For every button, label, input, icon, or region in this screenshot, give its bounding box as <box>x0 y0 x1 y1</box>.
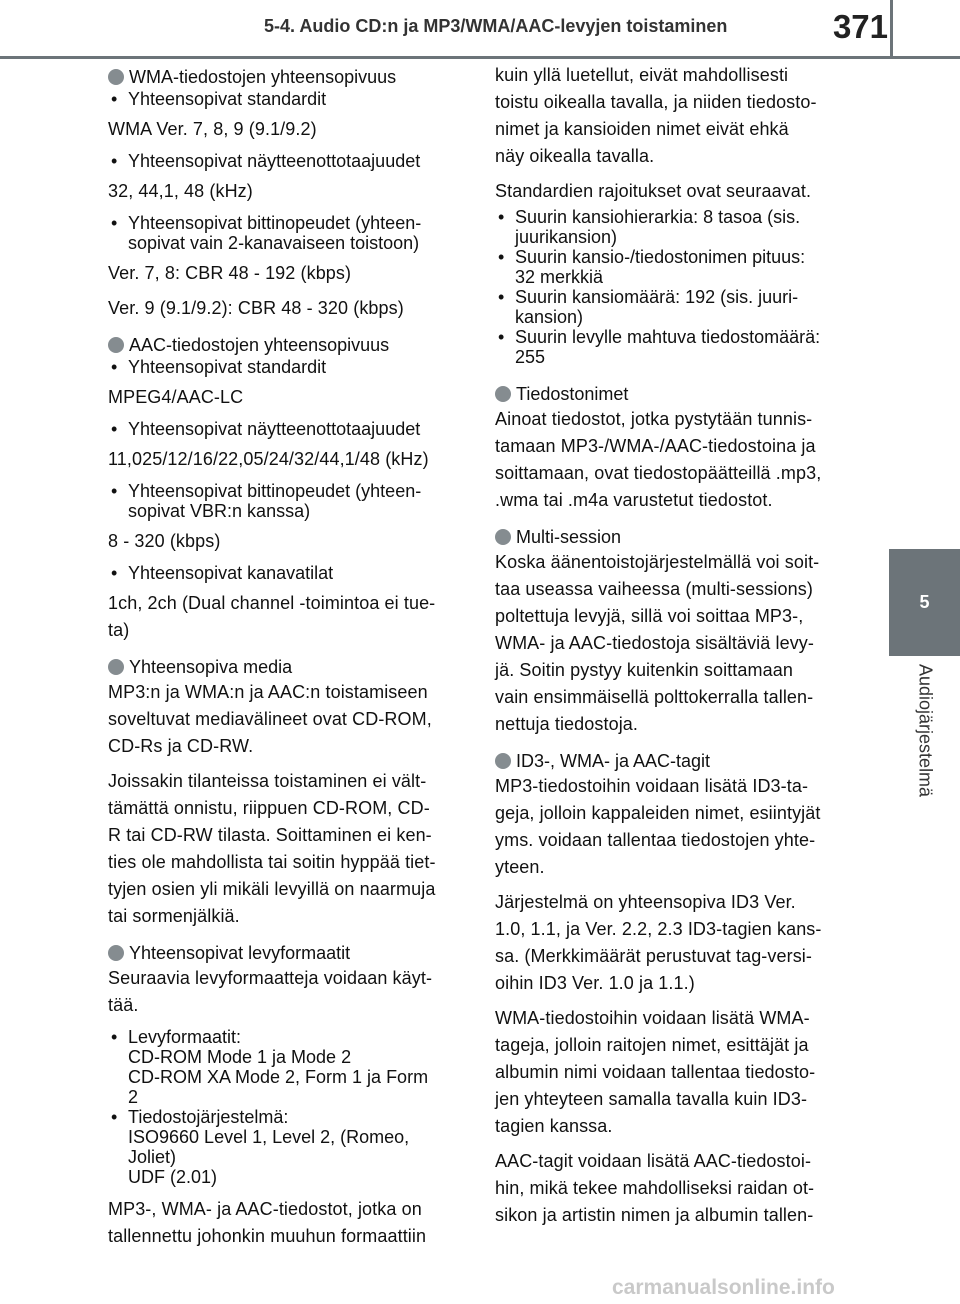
bullet-dot-icon <box>108 337 124 353</box>
section-heading: Yhteensopiva media <box>108 656 466 678</box>
value-line: 1ch, 2ch (Dual channel -toimintoa ei tue- ta) <box>108 593 436 640</box>
section-heading: Multi-session <box>495 526 853 548</box>
header-rule <box>0 56 960 59</box>
bullet-dot-icon <box>495 529 511 545</box>
section-heading: Tiedostonimet <box>495 383 853 405</box>
chapter-tab-number: 5 <box>889 549 960 656</box>
bullet-dot-icon <box>108 945 124 961</box>
list-item: • Yhteensopivat näytteenottotaajuudet <box>111 151 421 171</box>
bullet-dot-icon <box>495 386 511 402</box>
value-line: 8 - 320 (kbps) <box>108 531 221 551</box>
list-item: • Yhteensopivat kanavatilat <box>111 563 334 583</box>
list-item: • Suurin kansio-/tiedostonimen pituus: 32 merkkiä <box>498 247 806 287</box>
bullet-dot-icon <box>495 753 511 769</box>
paragraph: Ainoat tiedostot, jotka pystytään tunnis- tamaan MP3-/WMA-/AAC-tiedostoina ja soittamaan, ovat tiedostopäätteillä .mp3, .wma tai .m4a varustetut tiedostot. <box>495 409 822 510</box>
paragraph: Standardien rajoitukset ovat seuraavat. <box>495 181 812 201</box>
paragraph: kuin yllä luetellut, eivät mahdollisesti toistu oikealla tavalla, ja niiden tiedosto- nimet ja kansioiden nimet eivät ehkä näy oikealla tavalla. <box>495 65 817 166</box>
chapter-tab-label: Audiojärjestelmä <box>915 664 935 798</box>
list-item: • Yhteensopivat bittinopeudet (yhteen- sopivat vain 2-kanavaiseen toistoon) <box>111 213 422 253</box>
value-line: Ver. 9 (9.1/9.2): CBR 48 - 320 (kbps) <box>108 298 404 318</box>
list-item: • Yhteensopivat standardit <box>111 357 327 377</box>
paragraph: Koska äänentoistojärjestelmällä voi soit- taa useassa vaiheessa (multi-sessions) poltettuja levyjä, sillä voi soittaa MP3-, WMA- ja AAC-tiedostoja sisältäviä levy- jä. Soitin pystyy kuitenkin soittamaan vain ensimmäisellä polttokerralla tallen- nettuja tiedostoja. <box>495 552 820 734</box>
bullet-dot-icon <box>108 659 124 675</box>
paragraph: Joissakin tilanteissa toistaminen ei vält- tämättä onnistu, riippuen CD-ROM, CD- R tai CD-RW tilasta. Soittaminen ei ken- ties ole mahdollista tai soitin hyppää tiet- tyjen osien yli mikäli levyillä on naarmuja tai sormenjälkiä. <box>108 771 436 926</box>
paragraph: MP3:n ja WMA:n ja AAC:n toistamiseen soveltuvat mediavälineet ovat CD-ROM, CD-Rs ja CD-RW. <box>108 682 432 756</box>
chapter-tab <box>889 664 960 864</box>
list-item: • Yhteensopivat näytteenottotaajuudet <box>111 419 421 439</box>
left-column <box>108 66 466 1258</box>
paragraph: Järjestelmä on yhteensopiva ID3 Ver. 1.0, 1.1, ja Ver. 2.2, 2.3 ID3-tagien kans- sa. (Merkkimäärät perustuvat tag-versi- oihin ID3 Ver. 1.0 ja 1.1.) <box>495 892 822 993</box>
value-line: 32, 44,1, 48 (kHz) <box>108 181 253 201</box>
paragraph: MP3-tiedostoihin voidaan lisätä ID3-ta- geja, jolloin kappaleiden nimet, esiintyjät yms. voidaan tallentaa tiedostojen yhte- yteen. <box>495 776 821 877</box>
paragraph: AAC-tagit voidaan lisätä AAC-tiedostoi- hin, mikä tekee mahdolliseksi raidan ot- sikon ja artistin nimen ja albumin tallen- <box>495 1151 815 1225</box>
section-heading: ID3-, WMA- ja AAC-tagit <box>495 750 853 772</box>
value-line: Ver. 7, 8: CBR 48 - 192 (kbps) <box>108 263 352 283</box>
page-number: 371 <box>832 8 888 45</box>
section-heading: Yhteensopivat levyformaatit <box>108 942 466 964</box>
value-line: 11,025/12/16/22,05/24/32/44,1/48 (kHz) <box>108 449 429 469</box>
value-line: WMA Ver. 7, 8, 9 (9.1/9.2) <box>108 119 317 139</box>
list-item: • Yhteensopivat bittinopeudet (yhteen- sopivat VBR:n kanssa) <box>111 481 422 521</box>
section-title: 5-4. Audio CD:n ja MP3/WMA/AAC-levyjen toistaminen <box>264 16 728 36</box>
list-item: • Tiedostojärjestelmä: ISO9660 Level 1, Level 2, (Romeo, Joliet) UDF (2.01) <box>111 1107 410 1187</box>
section-heading: WMA-tiedostojen yhteensopivuus <box>108 66 466 88</box>
list-item: • Suurin kansiomäärä: 192 (sis. juuri- kansion) <box>498 287 799 327</box>
header-divider <box>890 0 893 58</box>
right-column <box>495 66 853 1237</box>
value-line: MPEG4/AAC-LC <box>108 387 244 407</box>
watermark: carmanualsonline.info <box>612 1276 835 1299</box>
list-item: • Yhteensopivat standardit <box>111 89 327 109</box>
list-item: • Levyformaatit: CD-ROM Mode 1 ja Mode 2 CD-ROM XA Mode 2, Form 1 ja Form 2 <box>111 1027 429 1107</box>
list-item: • Suurin levylle mahtuva tiedostomäärä: 255 <box>498 327 821 367</box>
paragraph: Seuraavia levyformaatteja voidaan käyt- tää. <box>108 968 433 1015</box>
paragraph: WMA-tiedostoihin voidaan lisätä WMA- tageja, jolloin raitojen nimet, esittäjät ja albumin nimi voidaan tallentaa tiedosto- jen yhteyteen samalla tavalla kuin ID3- tagien kanssa. <box>495 1008 816 1136</box>
section-heading: AAC-tiedostojen yhteensopivuus <box>108 334 466 356</box>
list-item: • Suurin kansiohierarkia: 8 tasoa (sis. juurikansion) <box>498 207 801 247</box>
bullet-dot-icon <box>108 69 124 85</box>
paragraph: MP3-, WMA- ja AAC-tiedostot, jotka on tallennettu johonkin muuhun formaattiin <box>108 1199 427 1246</box>
page-header <box>0 0 960 58</box>
